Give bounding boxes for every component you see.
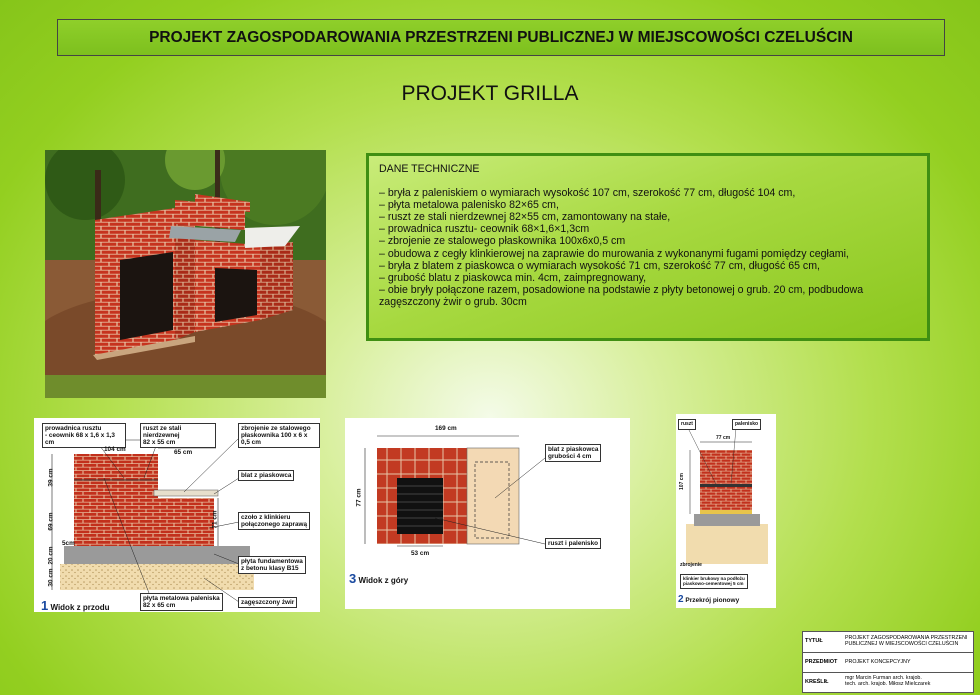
top-view-panel bbox=[345, 418, 630, 609]
technical-data-heading: DANE TECHNICZNE bbox=[379, 163, 480, 175]
dim-71: 71 cm bbox=[211, 510, 219, 529]
caption-text: Widok z góry bbox=[358, 576, 409, 585]
dim-30: 30 cm bbox=[47, 568, 55, 587]
label-clinker-paving: klinkier brukowy na podłożu piaskowo-cementowej 5 cm bbox=[680, 574, 748, 589]
spec-line: – ruszt ze stali nierdzewnej 82×55 cm, zamontowany na stałe, bbox=[379, 211, 671, 224]
project-banner bbox=[57, 19, 945, 56]
caption-number: 2 bbox=[678, 594, 684, 605]
drawn-by-key: KREŚLIŁ bbox=[805, 679, 829, 685]
dim-77: 77 cm bbox=[716, 435, 731, 441]
technical-data-box bbox=[366, 153, 930, 341]
dim-39: 39 cm bbox=[47, 468, 55, 487]
dim-169: 169 cm bbox=[435, 425, 457, 432]
spec-line: – obie bryły połączone razem, posadowione na podstawie z płyty betonowej o grub. 20 cm, podbudowa bbox=[379, 283, 864, 296]
label-grate-firebox: ruszt i palenisko bbox=[545, 538, 601, 549]
label-reinforcement: zbrojenie bbox=[680, 562, 702, 568]
dim-77: 77 cm bbox=[355, 488, 363, 507]
label-grate-rail: prowadnica rusztu - ceownik 68 x 1,6 x 1,3 cm bbox=[42, 423, 126, 448]
page-title: PROJEKT GRILLA bbox=[401, 82, 579, 105]
spec-line: – zbrojenie ze stalowego płaskownika 100x6x0,5 cm bbox=[379, 235, 626, 248]
front-view-caption bbox=[41, 598, 110, 613]
section-caption bbox=[678, 594, 739, 605]
spec-line: – bryła z paleniskiem o wymiarach wysokość 107 cm, szerokość 77 cm, długość 104 cm, bbox=[379, 187, 796, 200]
top-view-caption bbox=[349, 571, 408, 586]
dim-104: 104 cm bbox=[104, 446, 126, 453]
caption-number: 3 bbox=[349, 571, 357, 586]
dim-107: 107 cm bbox=[678, 473, 685, 490]
dim-5: 5cm bbox=[62, 540, 75, 547]
caption-number: 1 bbox=[41, 598, 49, 613]
title-value: PROJEKT ZAGOSPODAROWANIA PRZESTRZENI PUBLICZNEJ W MIEJSCOWOŚCI CZELUŚCIN bbox=[845, 635, 968, 647]
title-block bbox=[802, 631, 974, 693]
dim-65: 65 cm bbox=[174, 449, 193, 456]
drawn-by-value: mgr Marcin Furman arch. krajob. tech. arch. krajob. Miłosz Mielczarek bbox=[845, 675, 931, 687]
caption-text: Widok z przodu bbox=[50, 603, 110, 612]
label-foundation-slab: płyta fundamentowa z betonu klasy B15 bbox=[238, 556, 306, 574]
dim-69: 69 cm bbox=[47, 512, 55, 531]
section-view-panel bbox=[676, 414, 776, 608]
spec-line: – bryła z blatem z piaskowca o wymiarach wysokość 71 cm, szerokość 77 cm, długość 65 cm, bbox=[379, 259, 820, 272]
title-block-row bbox=[803, 672, 973, 692]
spec-line: – obudowa z cegły klinkierowej na zaprawie do murowania z wykonanymi fugami pomiędzy cegłami, bbox=[379, 247, 849, 260]
label-sandstone-top: blat z piaskowca grubości 4 cm bbox=[545, 444, 601, 462]
caption-text: Przekrój pionowy bbox=[685, 597, 740, 604]
subject-value: PROJEKT KONCEPCYJNY bbox=[845, 659, 911, 665]
label-metal-plate: płyta metalowa paleniska 82 x 65 cm bbox=[140, 593, 223, 611]
title-block-row bbox=[803, 652, 973, 673]
spec-line: – grubość blatu z piaskowca min. 4cm, zaimpregnowany, bbox=[379, 271, 647, 284]
dim-53: 53 cm bbox=[411, 550, 430, 557]
grill-photo bbox=[45, 150, 326, 398]
label-reinforcement: zbrojenie ze stalowego płaskownika 100 x 6 x 0,5 cm bbox=[238, 423, 320, 448]
spec-line: – płyta metalowa palenisko 82×65 cm, bbox=[379, 199, 559, 212]
label-grate: ruszt bbox=[678, 419, 696, 430]
banner-text: PROJEKT ZAGOSPODAROWANIA PRZESTRZENI PUBLICZNEJ W MIEJSCOWOŚCI CZELUŚCIN bbox=[149, 28, 853, 46]
front-view-panel bbox=[34, 418, 320, 612]
title-key: TYTUŁ bbox=[805, 638, 823, 644]
label-firebox: palenisko bbox=[732, 419, 761, 430]
label-sandstone-top: blat z piaskowca bbox=[238, 470, 294, 481]
spec-line: – prowadnica rusztu- ceownik 68×1,6×1,3cm bbox=[379, 223, 590, 236]
title-block-row bbox=[803, 632, 973, 653]
label-steel-grate: ruszt ze stali nierdzewnej 82 x 55 cm bbox=[140, 423, 216, 448]
label-clinker-face: czoło z klinkieru połączonego zaprawą bbox=[238, 512, 310, 530]
dim-20: 20 cm bbox=[47, 546, 55, 565]
subject-key: PRZEDMIOT bbox=[805, 659, 838, 665]
label-gravel: zagęszczony żwir bbox=[238, 597, 297, 608]
spec-line: zagęszczony żwir o grub. 30cm bbox=[379, 295, 527, 308]
